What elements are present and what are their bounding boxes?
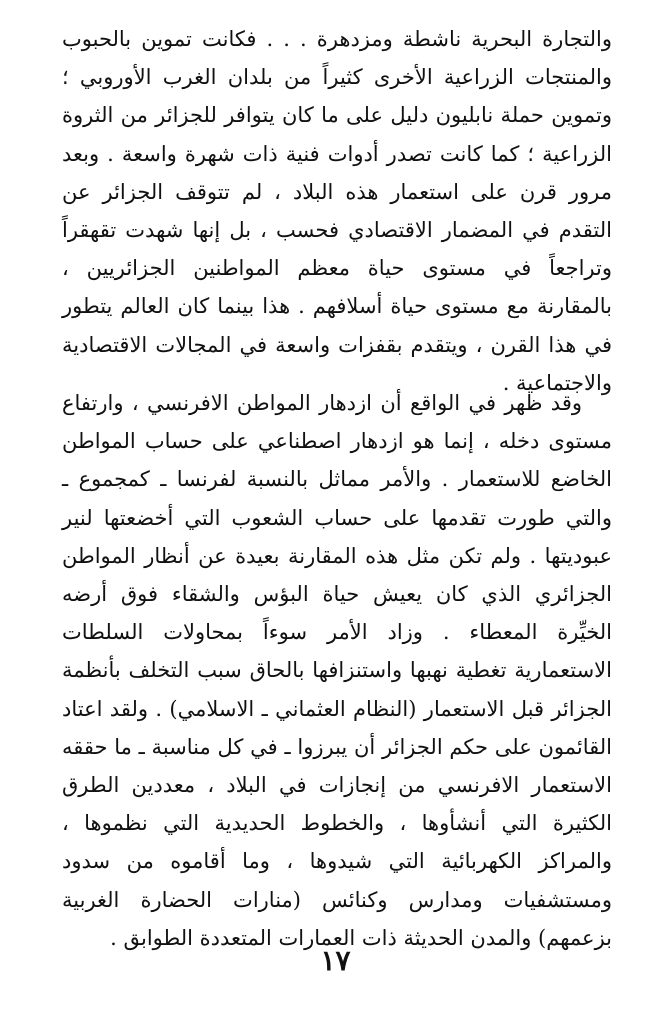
page-number: ١٧ bbox=[320, 944, 351, 977]
paragraph-french-prosperity-and-colonial-claims: وقد ظهر في الواقع أن ازدهار المواطن الافرنسي ، وارتفاع مستوى دخله ، إنما هو ازدهار اصطناعي على حساب المواطن الخاضع للاستعمار . والأمر مماثل بالنسبة لفرنسا ـ كمجموع ـ والتي طورت تقدمها على حساب الشعوب التي أخضعتها لنير عبوديتها . ولم تكن مثل هذه المقارنة بعيدة عن أنظار المواطن الجزائري الذي كان يعيش حياة البؤس والشقاء فوق أرضه الخيِّرة المعطاء . وزاد الأمر سوءاً بمحاولات السلطات الاستعمارية تغطية نهبها واستنزافها بالحاق سبب التخلف بأنظمة الجزائر قبل الاستعمار (النظام العثماني ـ الاسلامي) . ولقد اعتاد القائمون على حكم الجزائر أن يبرزوا ـ في كل مناسبة ـ ما حققه الاستعمار الافرنسي من إنجازات في البلاد ، معددين الطرق الكثيرة التي أنشأوها ، والخطوط الحديدية التي نظموها ، والمراكز الكهربائية التي شيدوها ، وما أقاموه من سدود ومستشفيات ومدارس وكنائس (منارات الحضارة الغربية بزعمهم) والمدن الحديثة ذات العمارات المتعددة الطوابق . bbox=[62, 391, 612, 950]
paragraph-agriculture-and-colonial-decline: والتجارة البحرية ناشطة ومزدهرة . . . فكانت تموين بالحبوب والمنتجات الزراعية الأخرى كثيراً من بلدان الغرب الأوروبي ؛ وتموين حملة نابليون دليل على ما كان يتوافر للجزائر من الثروة الزراعية ؛ كما كانت تصدر أدوات فنية ذات شهرة واسعة . وبعد مرور قرن على استعمار هذه البلاد ، لم تتوقف الجزائر عن التقدم في المضمار الاقتصادي فحسب ، بل إنها شهدت تقهقراً وتراجعاً في مستوى حياة معظم المواطنين الجزائريين ، بالمقارنة مع مستوى حياة أسلافهم . هذا بينما كان العالم يتطور في هذا القرن ، ويتقدم بقفزات واسعة في المجالات الاقتصادية والاجتماعية . bbox=[62, 27, 612, 395]
